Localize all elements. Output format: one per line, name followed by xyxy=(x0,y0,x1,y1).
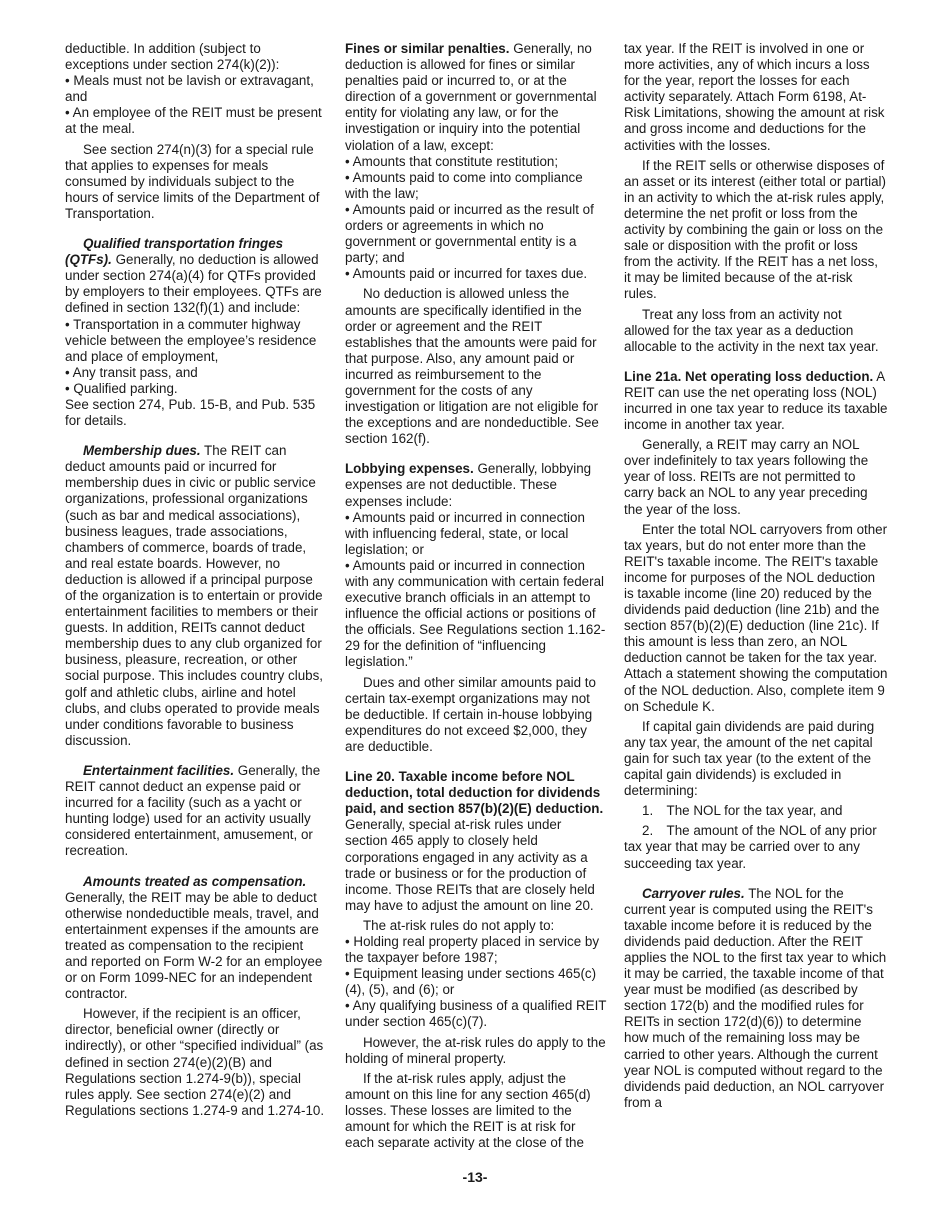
section-text: Generally, the REIT cannot deduct an expense paid or incurred for a facility (such as a yacht or hunting lodge) used for an activity usually considered entertainment, amusement, or recreation. xyxy=(65,762,321,859)
paragraph: See section 274, Pub. 15-B, and Pub. 535 for details. xyxy=(65,396,316,429)
section-heading: Amounts treated as compensation. xyxy=(83,873,307,889)
section-text: The NOL for the current year is computed using the REIT's taxable income before it is reduced by the dividends paid deduction. After the REIT applies the NOL to the first tax year to which it may be carried, the taxable income of that year must be modified (as described by section 172(b) and the modified rules for REITs in section 172(d)(6)) to determine how much of the remaining loss may be carried to other years. Although the current year NOL is computed without regard to the dividends paid deduction, an NOL carryover from a xyxy=(624,885,887,1110)
numbered-item: 1. The NOL for the tax year, and xyxy=(642,803,843,819)
bullet-item: • Amounts paid or incurred as the result of orders or agreements in which no government or governmental entity is a party; and xyxy=(345,201,594,266)
paragraph: Generally, a REIT may carry an NOL over indefinitely to tax years following the year of loss. REITs are not permitted to carry back an NOL to any year preceding the year of the loss. xyxy=(624,437,869,517)
section-heading: Line 21a. Net operating loss deduction. xyxy=(624,368,874,384)
paragraph: No deduction is allowed unless the amounts are specifically identified in the order or agreement and the REIT establishes that the amounts were paid for that purpose. Also, any amount paid or incurred as reimbursement to the government for the costs of any investigation or litigation are not eligible for the exceptions and are nondeductible. See section 162(f). xyxy=(345,286,599,447)
bullet-item: • Amounts paid or incurred in connection with influencing federal, state, or local legislation; or xyxy=(345,509,585,557)
paragraph: See section 274(n)(3) for a special rule that applies to expenses for meals consumed by individuals subject to the hours of service limits of the Department of Transportation. xyxy=(65,141,320,221)
bullet-item: • Amounts paid or incurred in connection with any communication with certain federal executive branch officials in an attempt to influence the official actions or positions of the officials. See Regulations section 1.162-29 for the definition of “influencing legislation.” xyxy=(345,557,606,670)
column-1 xyxy=(65,41,327,1119)
section-heading: Line 20. Taxable income before NOL deduction, total deduction for dividends paid, and section 857(b)(2)(E) deduction. xyxy=(345,769,604,817)
section-text: Generally, lobbying expenses are not deductible. These expenses include: xyxy=(345,461,592,509)
section-line-21a xyxy=(624,369,888,433)
numbered-item: 2. The amount of the NOL of any prior tax year that may be carried over to any succeeding tax year. xyxy=(624,823,877,871)
section-text: The REIT can deduct amounts paid or incurred for membership dues in civic or public service organizations, professional organizations (such as bar and medical associations), business leagues, trade associations, chambers of commerce, boards of trade, and real estate boards. However, no deduction is allowed if a principal purpose of the organization is to entertain or provide entertainment facilities to members or their guests. In addition, REITs cannot deduct membership dues to any club organized for business, pleasure, recreation, or other social purpose. This includes country clubs, golf and athletic clubs, airline and hotel clubs, and clubs operated to provide meals under conditions favorable to business discussion. xyxy=(65,443,324,748)
bullet-item: • Qualified parking. xyxy=(65,380,178,396)
paragraph: Treat any loss from an activity not allowed for the tax year as a deduction allocable to the activity in the next tax year. xyxy=(624,306,879,354)
bullet-item: • Transportation in a commuter highway vehicle between the employee’s residence and place of employment, xyxy=(65,316,317,364)
paragraph: The at-risk rules do not apply to: xyxy=(363,917,555,933)
section-fines-or-similar-penalties xyxy=(345,41,607,154)
section-lobbying-expenses xyxy=(345,461,607,509)
section-text: Generally, the REIT may be able to deduct otherwise nondeductible meals, travel, and entertainment expenses if the amounts are treated as compensation to the recipient and reported on Form W-2 for an employee or on Form 1099-NEC for an independent contractor. xyxy=(65,889,323,1002)
section-heading: Entertainment facilities. xyxy=(83,762,235,778)
paragraph: Enter the total NOL carryovers from other tax years, but do not enter more than the REIT's taxable income. The REIT's taxable income for purposes of the NOL deduction is taxable income (line 20) reduced by the dividends paid deduction (line 21b) and the section 857(b)(2)(E) deduction (line 21c). If this amount is less than zero, an NOL deduction cannot be taken for the tax year. Attach a statement showing the computation of the NOL deduction. Also, complete item 9 on Schedule K. xyxy=(624,521,888,714)
column-3 xyxy=(624,41,888,1111)
paragraph: Dues and other similar amounts paid to certain tax-exempt organizations may not be deductible. If certain in-house lobbying expenditures do not exceed $2,000, they are deductible. xyxy=(345,674,596,754)
section-entertainment-facilities xyxy=(65,763,327,860)
section-text: Generally, no deduction is allowed for fines or similar penalties paid or incurred to, or at the direction of a government or governmental entity for violating any law, or for the investigation or inquiry into the potential violation of a law, except: xyxy=(345,41,597,153)
bullet-item: • Equipment leasing under sections 465(c)(4), (5), and (6); or xyxy=(345,966,597,998)
paragraph: tax year. If the REIT is involved in one or more activities, any of which incurs a loss for the year, report the losses for each activity separately. Attach Form 6198, At-Risk Limitations, showing the amount at risk and gross income and deductions for the activities with the losses. xyxy=(624,41,885,153)
section-qualified-transportation-fringes xyxy=(65,236,327,316)
section-heading: Membership dues. xyxy=(83,443,201,459)
section-heading: Carryover rules. xyxy=(642,885,745,901)
section-heading: Fines or similar penalties. xyxy=(345,41,510,56)
bullet-item: • Amounts paid to come into compliance with the law; xyxy=(345,169,583,201)
bullet-item: • Amounts paid or incurred for taxes due. xyxy=(345,266,588,282)
bullet-item: • Amounts that constitute restitution; xyxy=(345,153,559,169)
section-heading: Qualified transportation fringes (QTFs). xyxy=(65,236,284,268)
paragraph: If the REIT sells or otherwise disposes of an asset or its interest (either total or partial) in an activity to which the at-risk rules apply, determine the net profit or loss from the activity by combining the gain or loss on the sale or disposition with the profit or loss from the activity. If the REIT has a net loss, it may be limited because of the at-risk rules. xyxy=(624,157,886,302)
section-heading: Lobbying expenses. xyxy=(345,461,474,477)
paragraph: If capital gain dividends are paid during any tax year, the amount of the net capital gain for such tax year (to the extent of the capital gain dividends) is excluded in determining: xyxy=(624,718,875,799)
section-text: A REIT can use the net operating loss (NOL) incurred in one tax year to reduce its taxable income in another tax year. xyxy=(624,368,888,433)
section-line-20 xyxy=(345,769,607,914)
page-number: -13- xyxy=(462,1169,488,1185)
section-membership-dues xyxy=(65,443,327,749)
paragraph: If the at-risk rules apply, adjust the amount on this line for any section 465(d) losses. These losses are limited to the amount for which the REIT is at risk for each separate activity at the close of the xyxy=(345,1070,591,1151)
section-carryover-rules xyxy=(624,886,888,1111)
bullet-item: • Any transit pass, and xyxy=(65,364,198,380)
bullet-item: • Holding real property placed in service by the taxpayer before 1987; xyxy=(345,933,600,966)
paragraph: deductible. In addition (subject to exceptions under section 274(k)(2)): xyxy=(65,41,280,73)
paragraph: However, if the recipient is an officer, director, beneficial owner (directly or indirectly), or other “specified individual” (as defined in section 274(e)(2)(B) and Regulations section 1.274-9(b)), special rules apply. See section 274(e)(2) and Regulations sections 1.274-9 and 1.274-10. xyxy=(65,1006,325,1118)
section-text: Generally, special at-risk rules under section 465 apply to closely held corporations engaged in any activity as a trade or business or for the production of income. Those REITs that are closely held may have to adjust the amount on line 20. xyxy=(345,817,595,913)
bullet-item: • An employee of the REIT must be present at the meal. xyxy=(65,105,322,137)
paragraph: However, the at-risk rules do apply to the holding of mineral property. xyxy=(345,1034,606,1066)
bullet-item: • Any qualifying business of a qualified REIT under section 465(c)(7). xyxy=(345,998,607,1030)
bullet-item: • Meals must not be lavish or extravagant, and xyxy=(65,73,314,105)
section-amounts-treated-as-compensation xyxy=(65,874,327,1003)
column-2 xyxy=(345,41,607,1151)
section-text: Generally, no deduction is allowed under section 274(a)(4) for QTFs provided by employers to their employees. QTFs are defined in section 132(f)(1) and include: xyxy=(65,252,322,316)
